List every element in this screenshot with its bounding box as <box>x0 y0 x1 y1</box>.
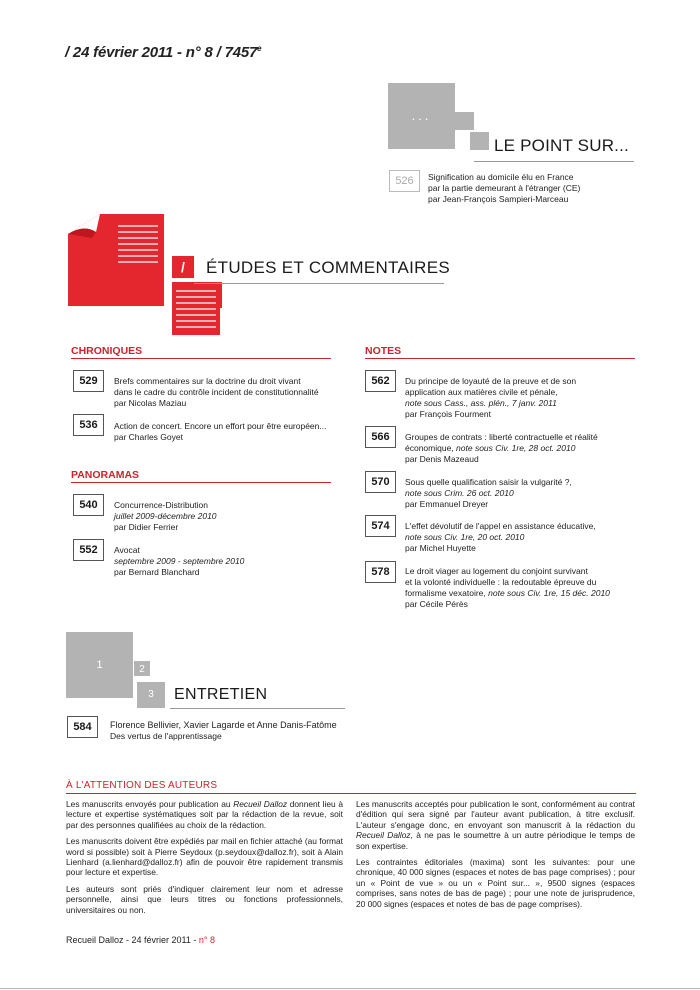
point-sur-title: LE POINT SUR... <box>494 136 629 155</box>
divider <box>66 793 636 794</box>
page-number-box[interactable]: 578 <box>365 561 396 583</box>
list-item[interactable]: Le droit viager au logement du conjoint survivant et la volonté individuelle : la redoutable épreuve du formalisme vexatoire, note sous Civ. 1re, 15 déc. 2010 par Cécile Pérès <box>405 566 610 609</box>
divider <box>71 358 331 359</box>
notes-heading: NOTES <box>365 345 402 357</box>
page-number-box[interactable]: 570 <box>365 471 396 493</box>
point-sur-square <box>470 132 489 150</box>
point-sur-square <box>455 112 474 130</box>
list-item[interactable]: Concurrence-Distribution juillet 2009-décembre 2010 par Didier Ferrier <box>114 500 217 532</box>
list-item[interactable]: Florence Bellivier, Xavier Lagarde et Anne Danis-Fatôme Des vertus de l'apprentissage <box>110 720 337 741</box>
panoramas-heading: PANORAMAS <box>71 469 140 481</box>
divider <box>170 708 345 709</box>
lines-icon <box>172 285 220 335</box>
page-number-box[interactable]: 562 <box>365 370 396 392</box>
page-number-box[interactable]: 584 <box>67 716 98 738</box>
list-item[interactable]: L'effet dévolutif de l'appel en assistance éducative, note sous Civ. 1re, 20 oct. 2010 par Michel Huyette <box>405 521 596 553</box>
list-item[interactable]: Brefs commentaires sur la doctrine du droit vivant dans le cadre du contrôle incident de constitutionnalité par Nicolas Maziau <box>114 376 319 408</box>
list-item[interactable]: Groupes de contrats : liberté contractuelle et réalité économique, note sous Civ. 1re, 28 oct. 2010 par Denis Mazeaud <box>405 432 598 464</box>
page-number-box[interactable]: 566 <box>365 426 396 448</box>
point-sur-entry[interactable]: Signification au domicile élu en France par la partie demeurant à l'étranger (CE) par Jean-François Sampieri-Marceau <box>428 172 581 204</box>
issue-line: / 24 février 2011 - n° 8 / 7457e <box>65 44 262 61</box>
page-number-box[interactable]: 526 <box>389 170 420 192</box>
authors-notice-left: Les manuscrits envoyés pour publication au Recueil Dalloz donnent lieu à lecture et expertise systématiques soit par la rédaction de la revue, soit par des personnes qualifiées au choix de la rédaction. Les manuscrits doivent être expédiés par mail en fichier attaché (au format word si possible) soit à Pierre Seydoux (p.seydoux@dalloz.fr), soit à Alain Lienhard (a.lienhard@dalloz.fr) afin de pouvoir être rapidement transmis pour lecture et expertise. Les auteurs sont priés d'indiquer clairement leur nom et adresse personnelle, ainsi que leurs titres ou fonctions professionnels, universitaires ou non. <box>66 799 343 915</box>
divider <box>0 988 700 989</box>
page-number-box[interactable]: 540 <box>73 494 104 516</box>
page-number-box[interactable]: 536 <box>73 414 104 436</box>
divider <box>71 482 331 483</box>
list-item[interactable]: Action de concert. Encore un effort pour être européen... par Charles Goyet <box>114 421 327 442</box>
authors-notice-heading: À L'ATTENTION DES AUTEURS <box>66 780 218 791</box>
section-title: ÉTUDES ET COMMENTAIRES <box>206 258 450 277</box>
list-item[interactable]: Sous quelle qualification saisir la vulgarité ?, note sous Crim. 26 oct. 2010 par Emmanuel Dreyer <box>405 477 572 509</box>
page-number-box[interactable]: 529 <box>73 370 104 392</box>
page-number-box[interactable]: 552 <box>73 539 104 561</box>
entretien-title: ENTRETIEN <box>174 686 268 703</box>
page-footer: Recueil Dalloz - 24 février 2011 - n° 8 <box>66 935 216 945</box>
list-item[interactable]: Du principe de loyauté de la preuve et de son application aux matières civile et pénale, note sous Cass., ass. plén., 7 janv. 2011 par François Fourment <box>405 376 577 419</box>
entretien-block: 1 <box>66 632 133 698</box>
divider <box>474 161 634 162</box>
list-item[interactable]: Avocat septembre 2009 - septembre 2010 par Bernard Blanchard <box>114 545 245 577</box>
authors-notice-right: Les manuscrits acceptés pour publication le sont, conformément au contrat d'édition qui sera signé par l'auteur avant publication, à titre exclusif. L'auteur s'engage donc, en envoyant son manuscrit à la rédaction du Recueil Dalloz, à ne pas le soumettre à un autre périodique le temps de son expertise. Les contraintes éditoriales (maxima) sont les suivantes: pour une chronique, 40 000 signes (espaces et notes de bas page comprises) ; pour un « Point de vue » ou un « Point sur... », 9500 signes (espaces comprises, sans notes de bas de page) ; pour une note de jurisprudence, 20 000 signes (espaces et notes de bas de page comprises). <box>356 799 635 909</box>
section-slash: / <box>172 256 194 278</box>
divider <box>194 283 444 284</box>
divider <box>365 358 635 359</box>
entretien-square: 3 <box>137 682 165 708</box>
document-icon-small <box>172 285 220 335</box>
point-sur-block: ... <box>388 83 455 149</box>
page-number-box[interactable]: 574 <box>365 515 396 537</box>
chroniques-heading: CHRONIQUES <box>71 345 143 357</box>
entretien-square: 2 <box>133 660 151 677</box>
